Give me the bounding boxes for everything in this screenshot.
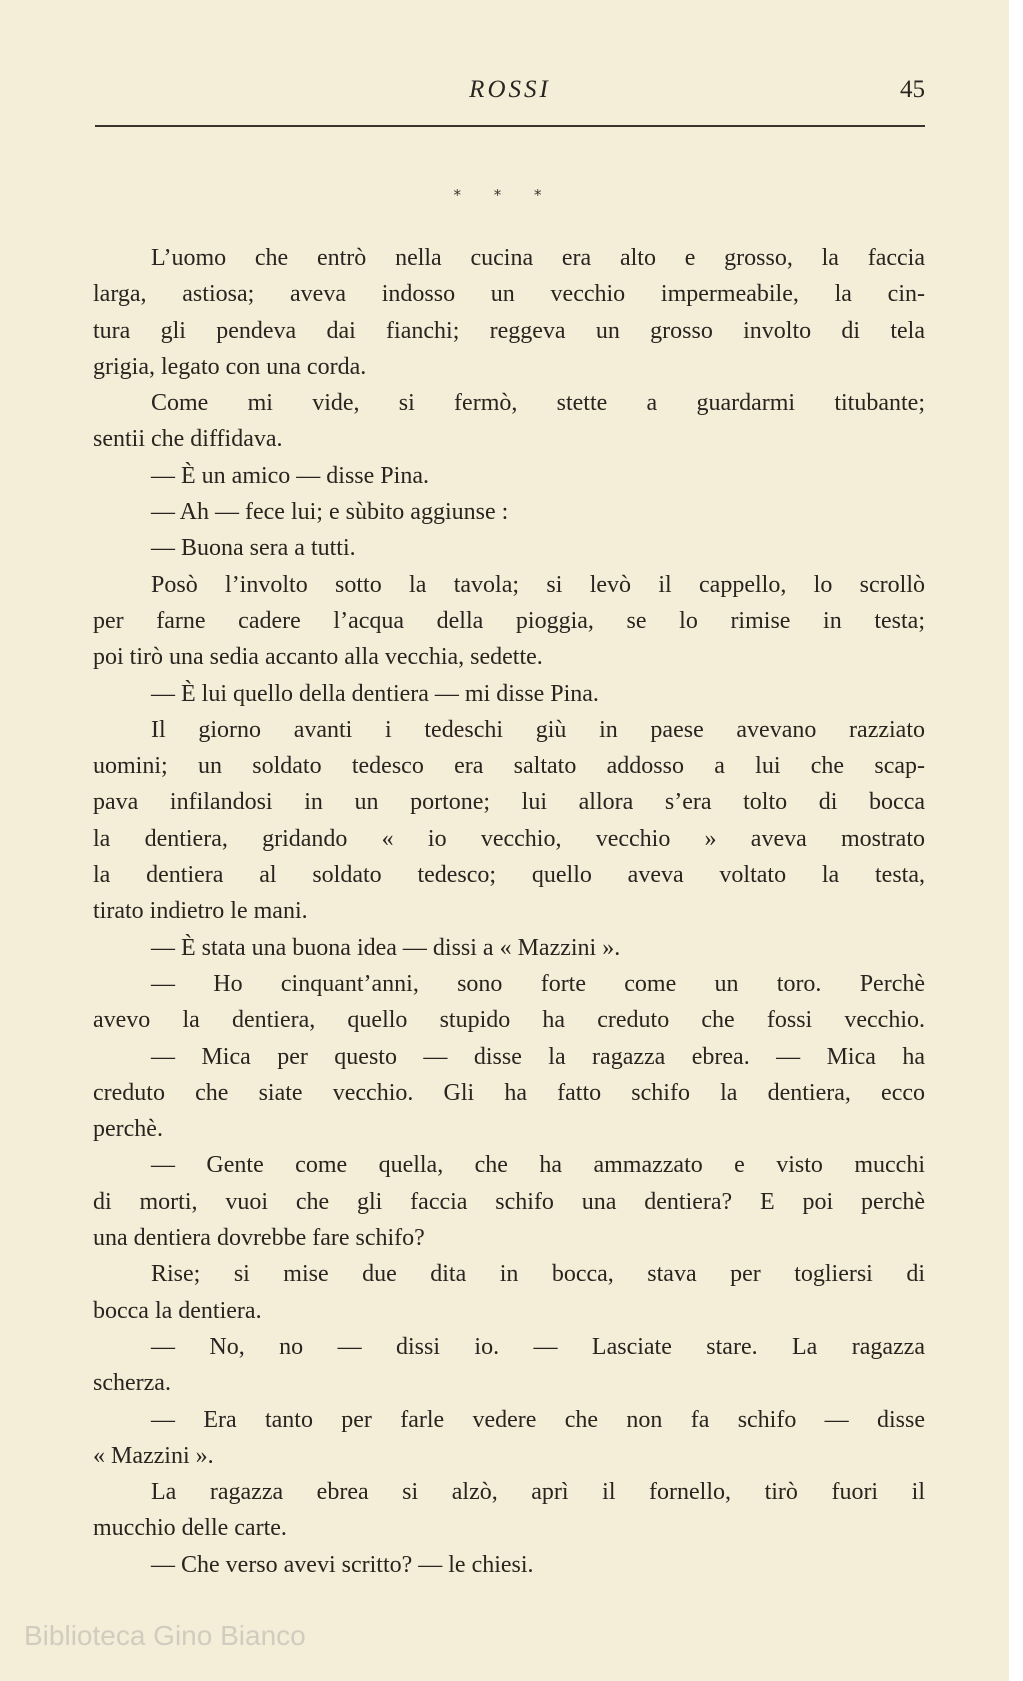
running-title: ROSSI	[469, 76, 551, 103]
text-line: L’uomo che entrò nella cucina era alto e grosso, la faccia	[151, 245, 925, 271]
text-line: poi tirò una sedia accanto alla vecchia, sedette.	[93, 644, 543, 671]
text-line: tura gli pendeva dai fianchi; reggeva un grosso involto di tela	[93, 317, 925, 344]
text-line: — No, no — dissi io. — Lasciate stare. La ragazza	[151, 1333, 925, 1360]
text-line: mucchio delle carte.	[93, 1515, 287, 1542]
text-line: avevo la dentiera, quello stupido ha creduto che fossi vecchio.	[93, 1007, 925, 1034]
text-line: una dentiera dovrebbe fare schifo?	[93, 1225, 425, 1252]
text-line: La ragazza ebrea si alzò, aprì il fornello, tirò fuori il	[151, 1479, 925, 1506]
text-line: perchè.	[93, 1116, 163, 1143]
text-line: bocca la dentiera.	[93, 1297, 262, 1324]
text-line: — Mica per questo — disse la ragazza ebrea. — Mica ha	[151, 1043, 925, 1070]
text-line: larga, astiosa; aveva indosso un vecchio impermeabile, la cin-	[93, 281, 925, 308]
library-watermark: Biblioteca Gino Bianco	[24, 1620, 306, 1651]
text-line: pava infilandosi in un portone; lui allora s’era tolto di bocca	[93, 789, 925, 816]
running-head	[95, 72, 925, 112]
text-line: la dentiera, gridando « io vecchio, vecchio » aveva mostrato	[93, 825, 925, 852]
text-line: — Ah — fece lui; e sùbito aggiunse :	[151, 499, 509, 526]
text-line: Posò l’involto sotto la tavola; si levò il cappello, lo scrollò	[151, 571, 925, 598]
text-line: uomini; un soldato tedesco era saltato addosso a lui che scap-	[93, 753, 925, 780]
text-line: tirato indietro le mani.	[93, 898, 308, 925]
text-line: per farne cadere l’acqua della pioggia, se lo rimise in testa;	[93, 607, 925, 634]
text-line: — È un amico — disse Pina.	[151, 462, 429, 489]
text-line: sentii che diffidava.	[93, 426, 283, 453]
text-line: — Gente come quella, che ha ammazzato e visto mucchi	[151, 1152, 925, 1179]
section-separator: * * *	[453, 186, 556, 204]
header-rule	[95, 125, 925, 127]
text-line: — Era tanto per farle vedere che non fa schifo — disse	[151, 1406, 925, 1433]
page-number: 45	[900, 76, 925, 103]
text-line: — È stata una buona idea — dissi a « Mazzini ».	[151, 934, 621, 961]
text-body	[93, 240, 925, 1583]
text-line: di morti, vuoi che gli faccia schifo una dentiera? E poi perchè	[93, 1188, 925, 1215]
text-line: Il giorno avanti i tedeschi giù in paese avevano razziato	[151, 716, 925, 743]
text-line: — Ho cinquant’anni, sono forte come un toro. Perchè	[151, 970, 925, 997]
text-line: scherza.	[93, 1370, 171, 1397]
text-line: la dentiera al soldato tedesco; quello aveva voltato la testa,	[93, 862, 925, 889]
text-line: — Che verso avevi scritto? — le chiesi.	[151, 1551, 534, 1578]
text-line: grigia, legato con una corda.	[93, 353, 367, 380]
text-line: « Mazzini ».	[93, 1442, 214, 1469]
text-line: creduto che siate vecchio. Gli ha fatto schifo la dentiera, ecco	[93, 1079, 925, 1106]
text-line: — Buona sera a tutti.	[151, 535, 356, 562]
text-line: — È lui quello della dentiera — mi disse Pina.	[151, 680, 599, 707]
text-line: Come mi vide, si fermò, stette a guardarmi titubante;	[151, 390, 925, 417]
text-line: Rise; si mise due dita in bocca, stava per togliersi di	[151, 1261, 925, 1288]
